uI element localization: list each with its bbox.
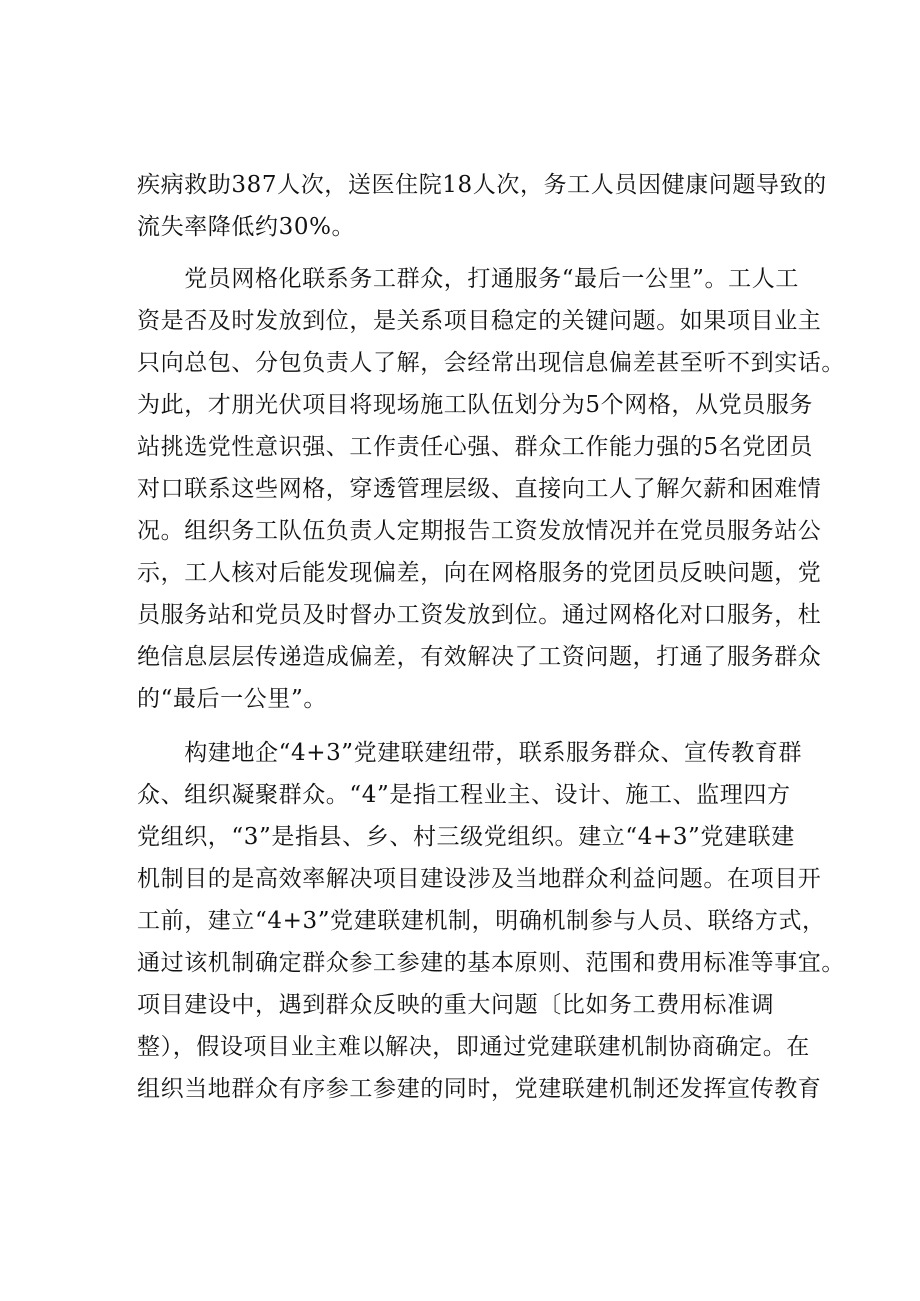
paragraph-2-line-4: 为此，才朋光伏项目将现场施工队伍划分为5个网格，从党员服务 <box>137 392 814 418</box>
paragraph-2-line-11: 的“最后一公里”。 <box>137 686 327 712</box>
paragraph-3-line-5: 工前，建立“4+3”党建联建机制，明确机制参与人员、联络方式， <box>137 908 826 934</box>
paragraph-3-line-3: 党组织，“3”是指县、乡、村三级党组织。建立“4+3”党建联建 <box>137 824 795 850</box>
paragraph-3-line-4: 机制目的是高效率解决项目建设涉及当地群众利益问题。在项目开 <box>137 866 822 892</box>
paragraph-1-line-1: 疾病救助387人次，送医住院18人次，务工人员因健康问题导致的 <box>137 172 827 198</box>
paragraph-3-line-9: 组织当地群众有序参工参建的同时，党建联建机制还发挥宣传教育 <box>137 1076 822 1102</box>
paragraph-2-line-2: 资是否及时发放到位，是关系项目稳定的关键问题。如果项目业主 <box>137 308 822 334</box>
paragraph-2-line-7: 况。组织务工队伍负责人定期报告工资发放情况并在党员服务站公 <box>137 518 822 544</box>
paragraph-3-line-8: 整），假设项目业主难以解决，即通过党建联建机制协商确定。在 <box>137 1034 810 1060</box>
paragraph-3-line-2: 众、组织凝聚群众。“4”是指工程业主、设计、施工、监理四方 <box>137 782 791 808</box>
paragraph-2-line-6: 对口联系这些网格，穿透管理层级、直接向工人了解欠薪和困难情 <box>137 476 822 502</box>
paragraph-3-line-6: 通过该机制确定群众参工参建的基本原则、范围和费用标准等事宜。 <box>137 950 845 976</box>
paragraph-2-line-9: 员服务站和党员及时督办工资发放到位。通过网格化对口服务，杜 <box>137 602 822 628</box>
paragraph-2-line-8: 示，工人核对后能发现偏差，向在网格服务的党团员反映问题，党 <box>137 560 822 586</box>
paragraph-2-line-1: 党员网格化联系务工群众，打通服务“最后一公里”。工人工 <box>137 266 799 292</box>
paragraph-2-line-5: 站挑选党性意识强、工作责任心强、群众工作能力强的5名党团员 <box>137 434 814 460</box>
paragraph-3-line-7: 项目建设中，遇到群众反映的重大问题〔比如务工费用标准调 <box>137 992 775 1018</box>
paragraph-2-line-10: 绝信息层层传递造成偏差，有效解决了工资问题，打通了服务群众 <box>137 644 822 670</box>
paragraph-2-line-3: 只向总包、分包负责人了解，会经常出现信息偏差甚至听不到实话。 <box>137 350 845 376</box>
paragraph-3-line-1: 构建地企“4+3”党建联建纽带，联系服务群众、宣传教育群 <box>137 740 803 766</box>
paragraph-1-line-2: 流失率降低约30%。 <box>137 214 356 240</box>
